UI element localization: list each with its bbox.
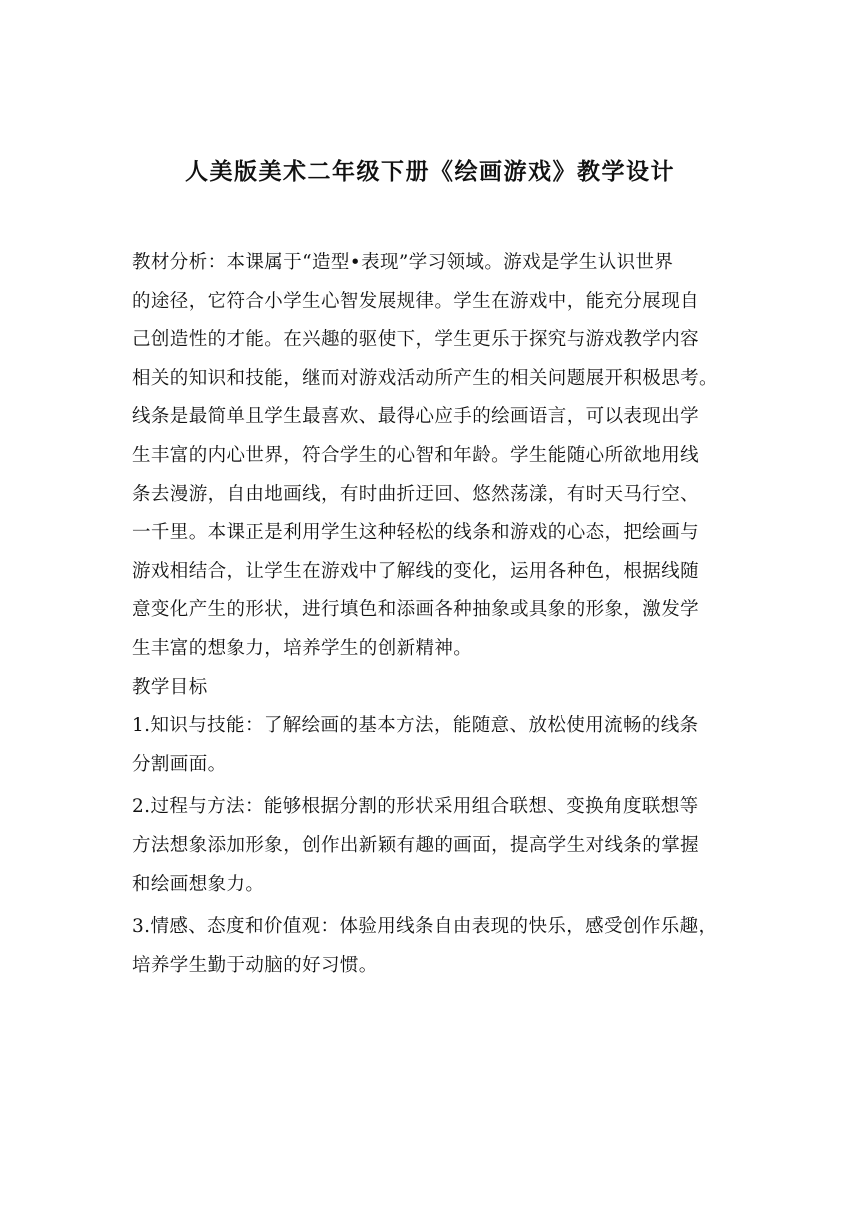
- goal-2-line: 和绘画想象力。: [132, 873, 265, 895]
- analysis-line: 生丰富的想象力，培养学生的创新精神。: [132, 637, 473, 659]
- analysis-line: 教材分析：本课属于“造型•表现”学习领域。游戏是学生认识世界: [132, 252, 674, 273]
- analysis-line: 意变化产生的形状，进行填色和添画各种抽象或具象的形象，激发学: [132, 599, 700, 621]
- analysis-line: 相关的知识和技能，继而对游戏活动所产生的相关问题展开积极思考。: [132, 367, 718, 389]
- analysis-line: 己创造性的才能。在兴趣的驱使下，学生更乐于探究与游戏教学内容: [132, 329, 700, 351]
- document-body: [132, 244, 744, 985]
- goal-2-line: 2.过程与方法：能够根据分割的形状采用组合联想、变换角度联想等: [132, 796, 699, 818]
- goal-1-line: 1.知识与技能：了解绘画的基本方法，能随意、放松使用流畅的线条: [132, 715, 699, 737]
- goal-3-line: 培养学生勤于动脑的好习惯。: [132, 954, 378, 976]
- analysis-line: 游戏相结合，让学生在游戏中了解线的变化，运用各种色，根据线随: [132, 560, 700, 582]
- analysis-line: 的途径，它符合小学生心智发展规律。学生在游戏中，能充分展现自: [132, 290, 700, 312]
- goal-1-line: 分割画面。: [132, 753, 227, 775]
- analysis-line: 条去漫游，自由地画线，有时曲折迂回、悠然荡漾，有时天马行空、: [132, 483, 700, 505]
- goals-heading: 教学目标: [132, 676, 208, 698]
- analysis-line: 线条是最简单且学生最喜欢、最得心应手的绘画语言，可以表现出学: [132, 406, 700, 428]
- document-title: 人美版美术二年级下册《绘画游戏》教学设计: [185, 159, 675, 185]
- goal-2-line: 方法想象添加形象，创作出新颖有趣的画面，提高学生对线条的掌握: [132, 834, 700, 856]
- analysis-line: 生丰富的内心世界，符合学生的心智和年龄。学生能随心所欲地用线: [132, 444, 700, 466]
- analysis-line: 一千里。本课正是利用学生这种轻松的线条和游戏的心态，把绘画与: [132, 522, 700, 544]
- goal-3-line: 3.情感、态度和价值观：体验用线条自由表现的快乐，感受创作乐趣，: [132, 916, 718, 938]
